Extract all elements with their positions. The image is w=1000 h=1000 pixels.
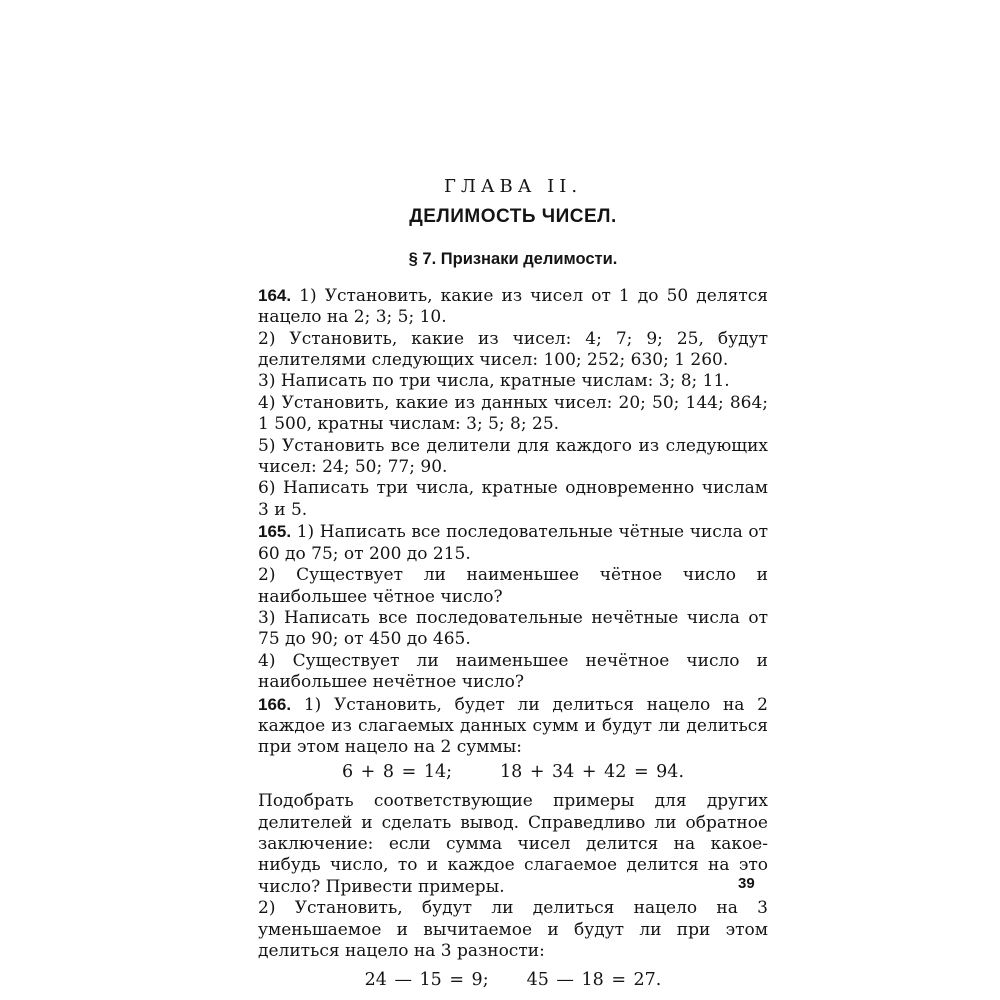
exercise-paragraph xyxy=(258,608,768,651)
exercise-paragraph xyxy=(258,371,768,392)
exercise-list xyxy=(258,285,768,759)
exercise-paragraph xyxy=(258,285,768,329)
formula-sums xyxy=(258,762,768,783)
formula-differences xyxy=(258,970,768,991)
exercise-paragraph xyxy=(258,694,768,759)
exercise-number: 166. xyxy=(258,694,292,714)
exercise-paragraph xyxy=(258,565,768,608)
chapter-title: ДЕЛИМОСТЬ ЧИСЕЛ. xyxy=(409,206,617,227)
exercise-text: 2) Установить, какие из чисел: 4; 7; 9; 25, будут делителями следующих чисел: 100; 252; 630; 1 260. xyxy=(258,328,768,371)
exercise-text: 3) Написать все последовательные нечётные числа от 75 до 90; от 450 до 465. xyxy=(258,607,768,650)
paragraph-subtraction: 2) Установить, будут ли делиться нацело на 3 уменьшаемое и вычитаемое и будут ли при этом делиться нацело на 3 разности: xyxy=(258,898,768,961)
exercise-number: 164. xyxy=(258,285,292,305)
formula-sum-right: 18 + 34 + 42 = 94. xyxy=(500,761,685,782)
exercise-text: 3) Написать по три числа, кратные числам: 3; 8; 11. xyxy=(258,371,730,392)
formula-diff-left: 24 — 15 = 9; xyxy=(364,970,489,991)
book-page xyxy=(258,174,768,1000)
exercise-text: 5) Установить все делители для каждого из следующих чисел: 24; 50; 77; 90. xyxy=(258,435,768,478)
exercise-text: 4) Существует ли наименьшее нечётное число и наибольшее нечётное число? xyxy=(258,650,768,693)
page-number: 39 xyxy=(738,875,755,892)
exercise-text: 2) Существует ли наименьшее чётное число и наибольшее чётное число? xyxy=(258,565,768,607)
exercise-text: 6) Написать три числа, кратные одновременно числам 3 и 5. xyxy=(258,478,768,520)
paragraph-conclusion: Подобрать соответствующие примеры для других делителей и сделать вывод. Справедливо ли обратное заключение: если сумма чисел делится на какое-нибудь число, то и каждое слагаемое делится на это число? Привести примеры. xyxy=(258,791,768,897)
section-title: § 7. Признаки делимости. xyxy=(408,250,618,269)
exercise-paragraph xyxy=(258,521,768,565)
formula-sum-left: 6 + 8 = 14; xyxy=(341,761,452,782)
chapter-label: ГЛАВА II. xyxy=(443,176,583,197)
exercise-paragraph xyxy=(258,478,768,521)
formula-diff-right: 45 — 18 = 27. xyxy=(526,970,662,991)
exercise-paragraph xyxy=(258,329,768,372)
exercise-text: 4) Установить, какие из данных чисел: 20; 50; 144; 864; 1 500, кратны числам: 3; 5; 8; 25. xyxy=(258,392,768,435)
exercise-text: 1) Установить, какие из чисел от 1 до 50 делятся нацело на 2; 3; 5; 10. xyxy=(258,285,768,328)
exercise-paragraph xyxy=(258,393,768,436)
exercise-number: 165. xyxy=(258,522,292,542)
exercise-text: 1) Написать все последовательные чётные числа от 60 до 75; от 200 до 215. xyxy=(258,522,768,564)
exercise-paragraph xyxy=(258,436,768,479)
exercise-paragraph xyxy=(258,651,768,694)
exercise-text: 1) Установить, будет ли делиться нацело на 2 каждое из слагаемых данных сумм и будут ли делиться при этом нацело на 2 суммы: xyxy=(258,694,768,758)
